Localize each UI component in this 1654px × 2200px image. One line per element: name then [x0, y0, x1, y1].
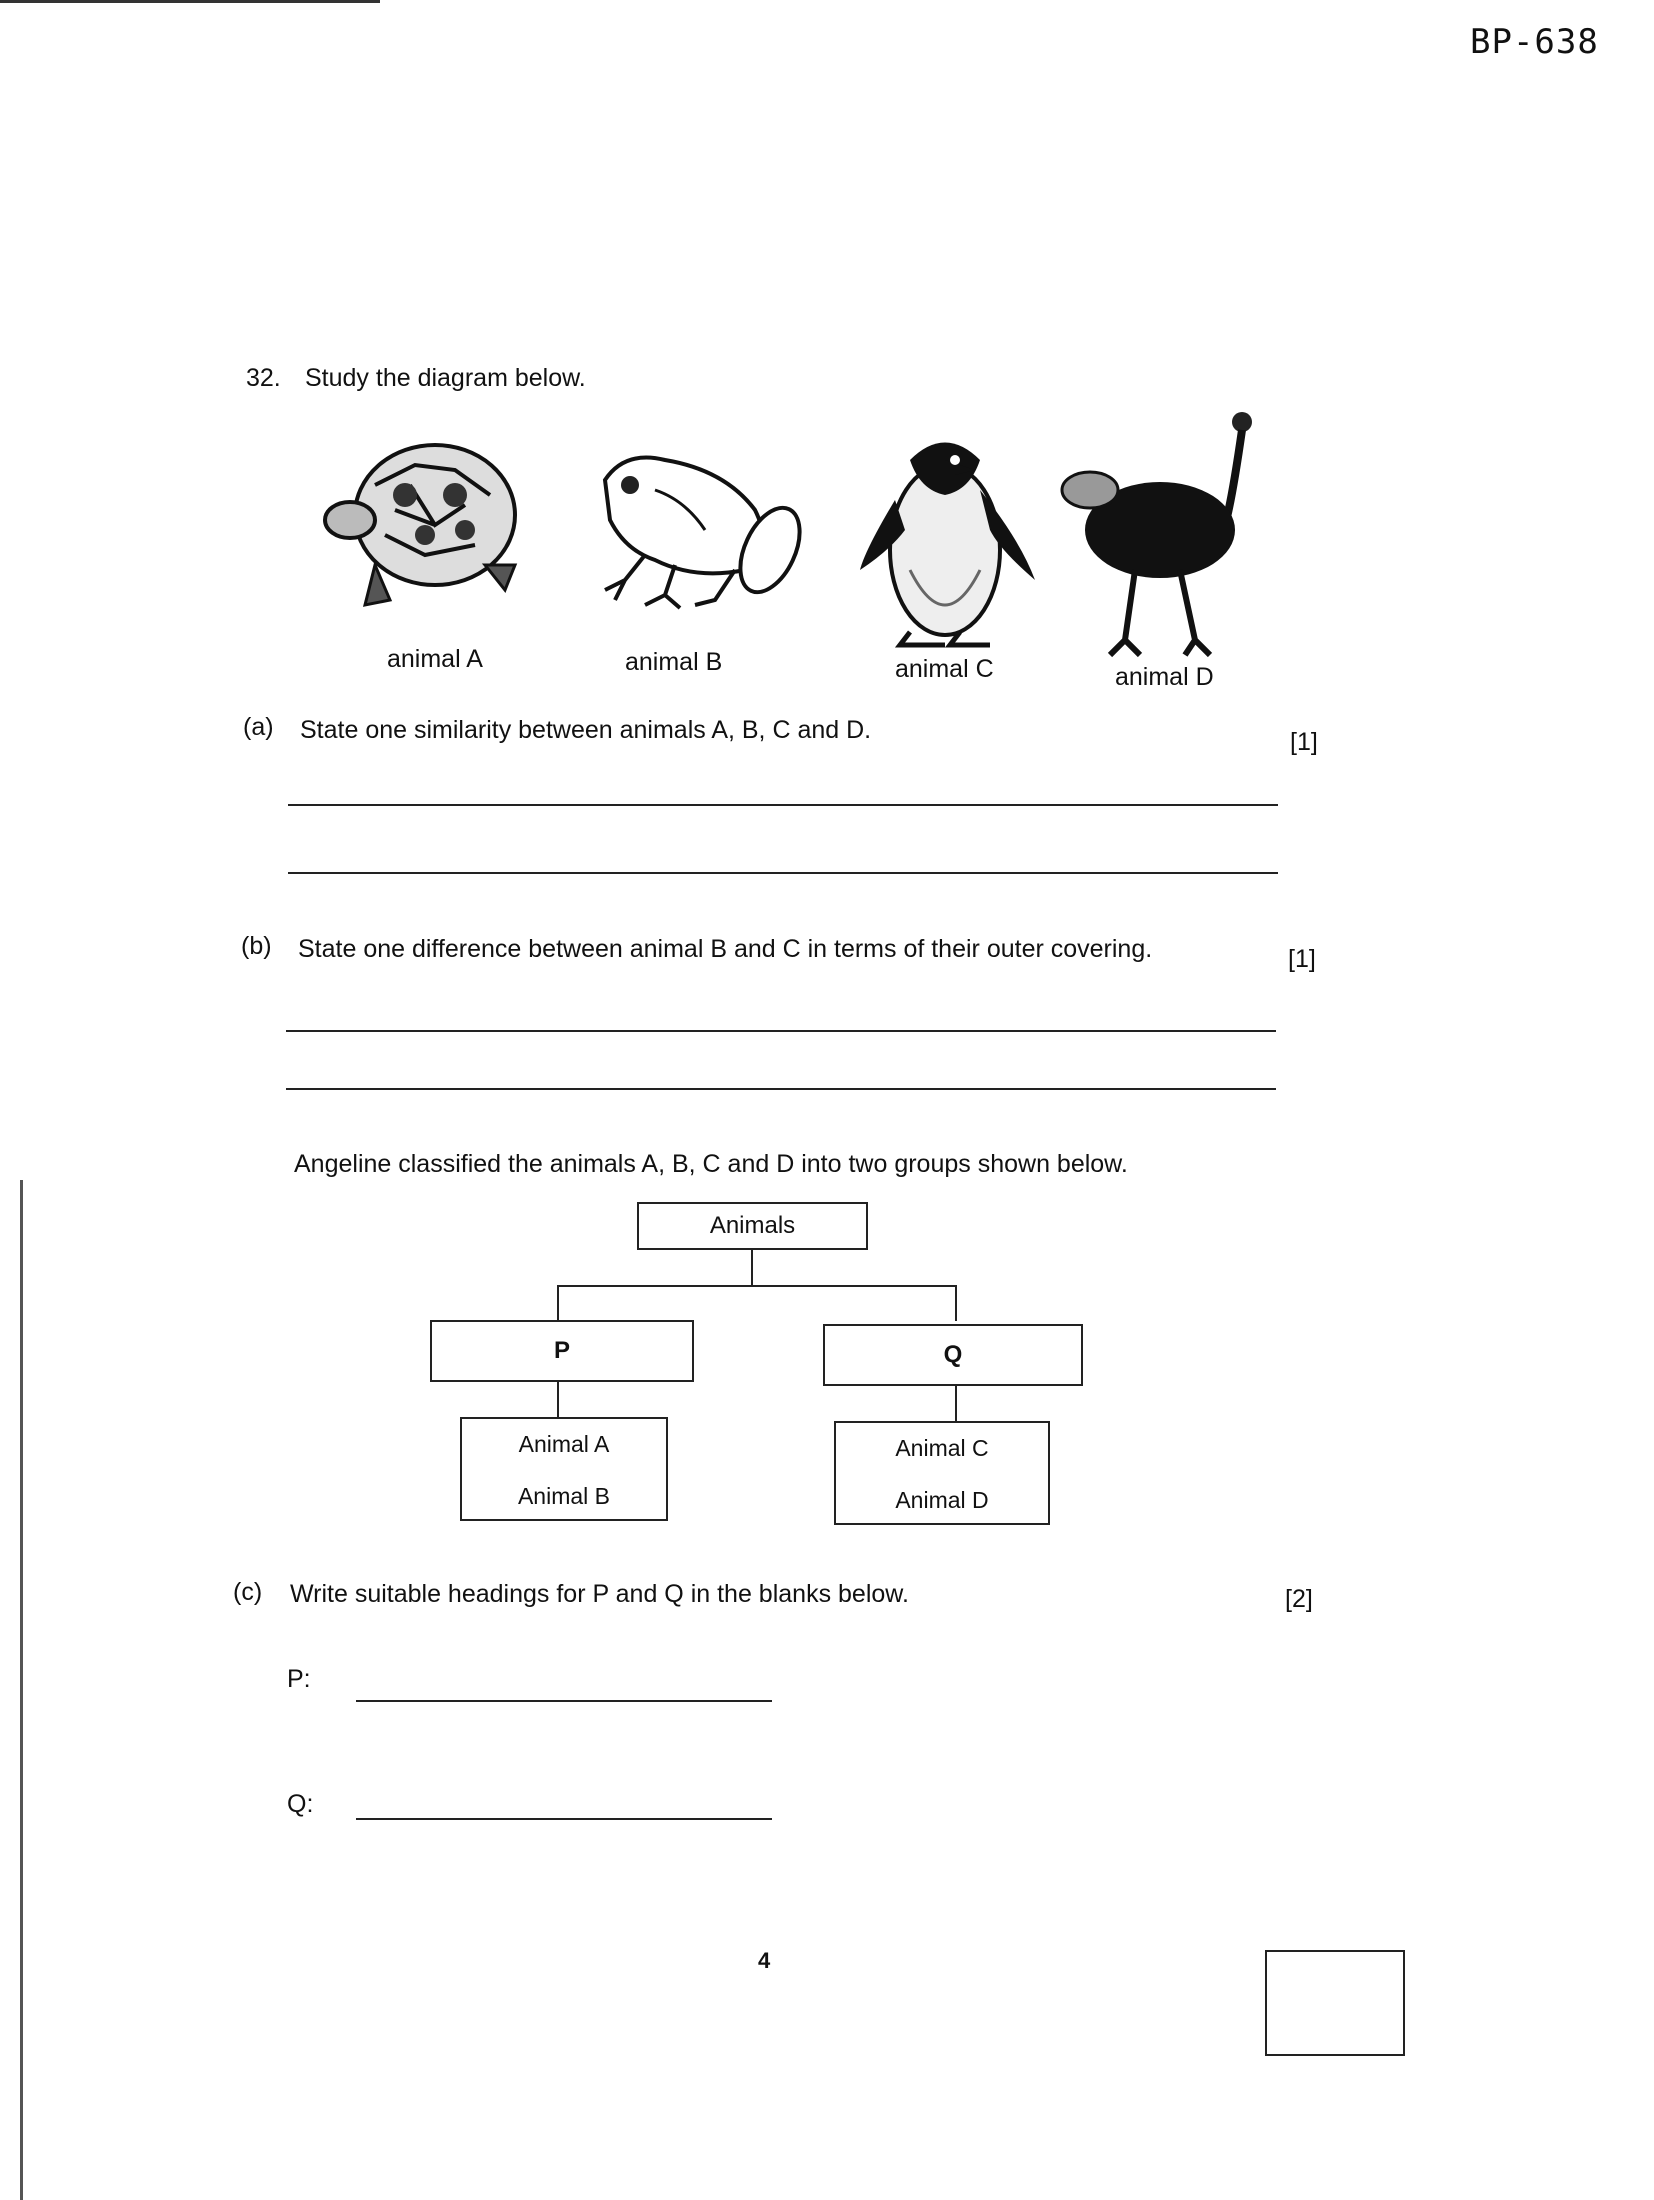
- part-b-label: (b): [241, 932, 272, 960]
- group-q-box: Q: [823, 1324, 1083, 1386]
- caption-animal-b: animal B: [625, 648, 723, 676]
- tree-branch-horizontal: [557, 1285, 957, 1287]
- group-q-member-2: Animal D: [895, 1487, 989, 1513]
- tree-branch-right: [955, 1285, 957, 1321]
- caption-animal-c: animal C: [895, 655, 994, 683]
- caption-animal-d: animal D: [1115, 663, 1214, 691]
- blank-p-label: P:: [287, 1665, 311, 1693]
- part-c-label: (c): [233, 1578, 263, 1606]
- blank-q-answer-line[interactable]: [356, 1818, 772, 1820]
- tree-root-stem: [751, 1250, 753, 1286]
- group-q-members-box: [834, 1421, 1050, 1525]
- page-number: 4: [758, 1948, 771, 1973]
- tortoise-illustration: [315, 425, 545, 625]
- group-q-member-1: Animal C: [895, 1435, 989, 1461]
- group-q-stem: [955, 1386, 957, 1422]
- part-a-label: (a): [243, 713, 274, 741]
- penguin-illustration: [850, 420, 1040, 650]
- group-p-member-1: Animal A: [518, 1431, 610, 1457]
- group-p-member-2: Animal B: [517, 1483, 611, 1509]
- group-p-members-box: [460, 1417, 668, 1521]
- left-margin-line: [20, 1180, 23, 2200]
- part-b-marks: [1]: [1288, 945, 1316, 973]
- question-number: 32.: [246, 364, 281, 392]
- blank-p-answer-line[interactable]: [356, 1700, 772, 1702]
- part-a-answer-line-2[interactable]: [288, 872, 1278, 874]
- classification-intro: Angeline classified the animals A, B, C and D into two groups shown below.: [294, 1150, 1128, 1178]
- tree-root-box: Animals: [637, 1202, 868, 1250]
- part-b-question: State one difference between animal B and C in terms of their outer covering.: [298, 935, 1153, 963]
- part-c-marks: [2]: [1285, 1585, 1313, 1613]
- marks-box[interactable]: [1265, 1950, 1405, 2056]
- part-a-question: State one similarity between animals A, B, C and D.: [300, 716, 872, 744]
- question-intro: Study the diagram below.: [305, 364, 586, 392]
- ostrich-illustration: [1050, 410, 1270, 670]
- group-p-stem: [557, 1382, 559, 1418]
- blank-q-label: Q:: [287, 1790, 314, 1818]
- top-scan-rule: [0, 0, 380, 3]
- part-a-answer-line-1[interactable]: [288, 804, 1278, 806]
- part-b-answer-line-2[interactable]: [286, 1088, 1276, 1090]
- caption-animal-a: animal A: [387, 645, 483, 673]
- group-p-box: P: [430, 1320, 694, 1382]
- frog-illustration: [585, 440, 805, 610]
- part-b-answer-line-1[interactable]: [286, 1030, 1276, 1032]
- document-code: BP-638: [1470, 22, 1599, 62]
- part-a-marks: [1]: [1290, 728, 1318, 756]
- tree-branch-left: [557, 1285, 559, 1321]
- part-c-question: Write suitable headings for P and Q in the blanks below.: [290, 1580, 909, 1608]
